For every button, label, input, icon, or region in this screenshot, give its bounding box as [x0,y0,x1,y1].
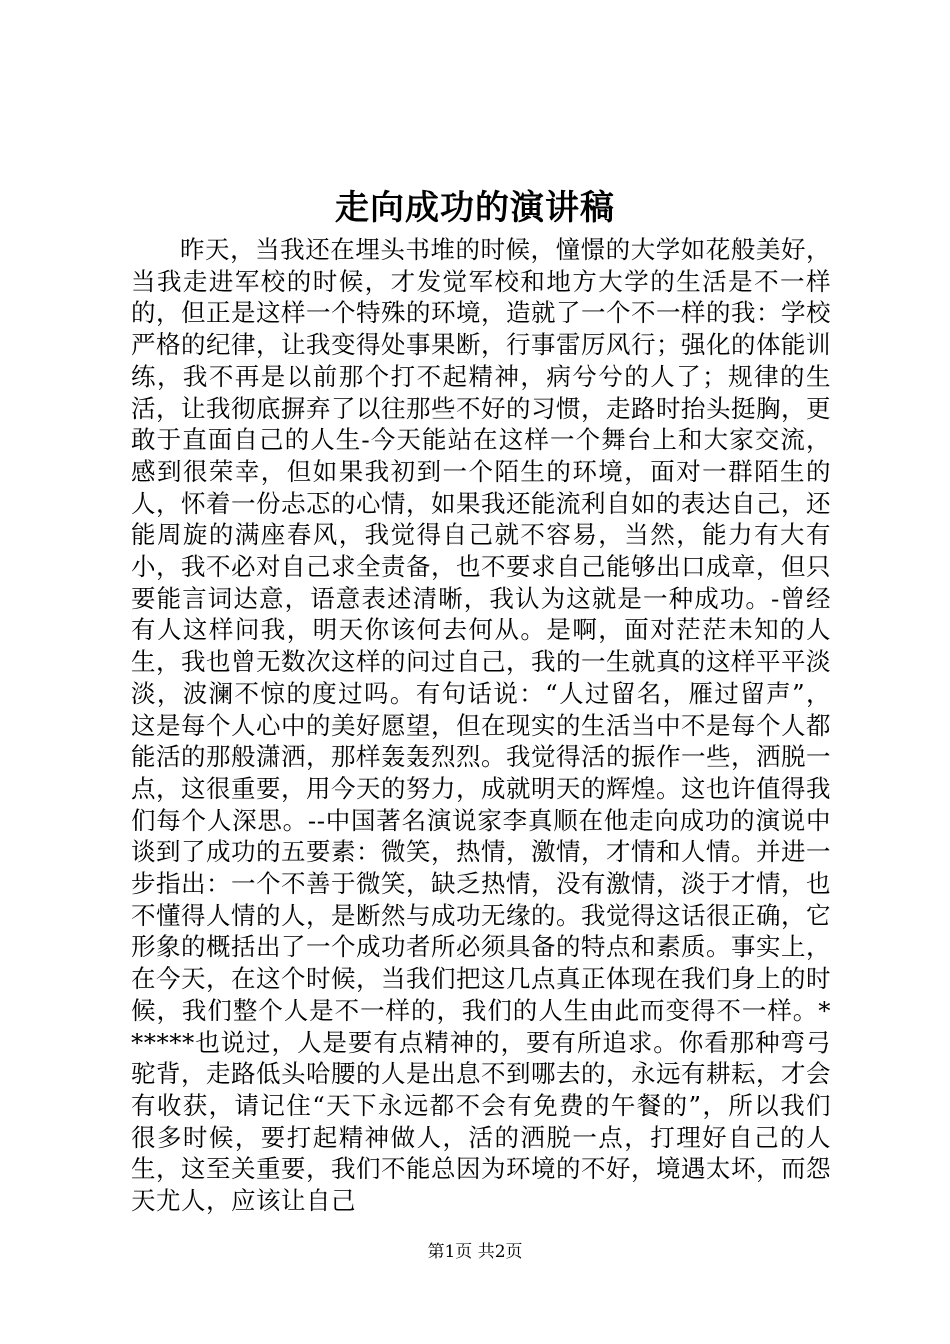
document-title: 走向成功的演讲稿 [335,188,615,228]
page-footer: 第1页 共2页 [427,1242,523,1262]
document-body: 昨天，当我还在埋头书堆的时候，憧憬的大学如花般美好，当我走进军校的时候，才发觉军校和地方大学的生活是不一样的，但正是这样一个特殊的环境，造就了一个不一样的我：学校严格的纪律，让我变得处事果断，行事雷厉风行；强化的体能训练，我不再是以前那个打不起精神，病兮兮的人了；规律的生活，让我彻底摒弃了以往那些不好的习惯，走路时抬头挺胸，更敢于直面自己的人生-今天能站在这样一个舞台上和大家交流，感到很荣幸，但如果我初到一个陌生的环境，面对一群陌生的人，怀着一份忐忑的心情，如果我还能流利自如的表达自己，还能周旋的满座春风，我觉得自己就不容易，当然，能力有大有小，我不必对自己求全责备，也不要求自己能够出口成章，但只要能言词达意，语意表述清晰，我认为这就是一种成功。-曾经有人这样问我，明天你该何去何从。是啊，面对茫茫未知的人生，我也曾无数次这样的问过自己，我的一生就真的这样平平淡淡，波澜不惊的度过吗。有句话说：“人过留名，雁过留声”，这是每个人心中的美好愿望，但在现实的生活当中不是每个人都能活的那般潇洒，那样轰轰烈烈。我觉得活的振作一些，洒脱一点，这很重要，用今天的努力，成就明天的辉煌。这也许值得我们每个人深思。--中国著名演说家李真顺在他走向成功的演说中谈到了成功的五要素：微笑，热情，激情，才情和人情。并进一步指出：一个不善于微笑，缺乏热情，没有激情，淡于才情，也不懂得人情的人，是断然与成功无缘的。我觉得这话很正确，它形象的概括出了一个成功者所必须具备的特点和素质。事实上，在今天，在这个时候，当我们把这几点真正体现在我们身上的时候，我们整个人是不一样的，我们的人生由此而变得不一样。******也说过，人是要有点精神的，要有所追求。你看那种弯弓驼背，走路低头哈腰的人是出息不到哪去的，永远有耕耘，才会有收获，请记住“天下永远都不会有免费的午餐的”，所以我们很多时候，要打起精神做人，活的洒脱一点，打理好自己的人生，这至关重要，我们不能总因为环境的不好，境遇太坏，而怨天尤人，应该让自己 [131,235,831,1216]
